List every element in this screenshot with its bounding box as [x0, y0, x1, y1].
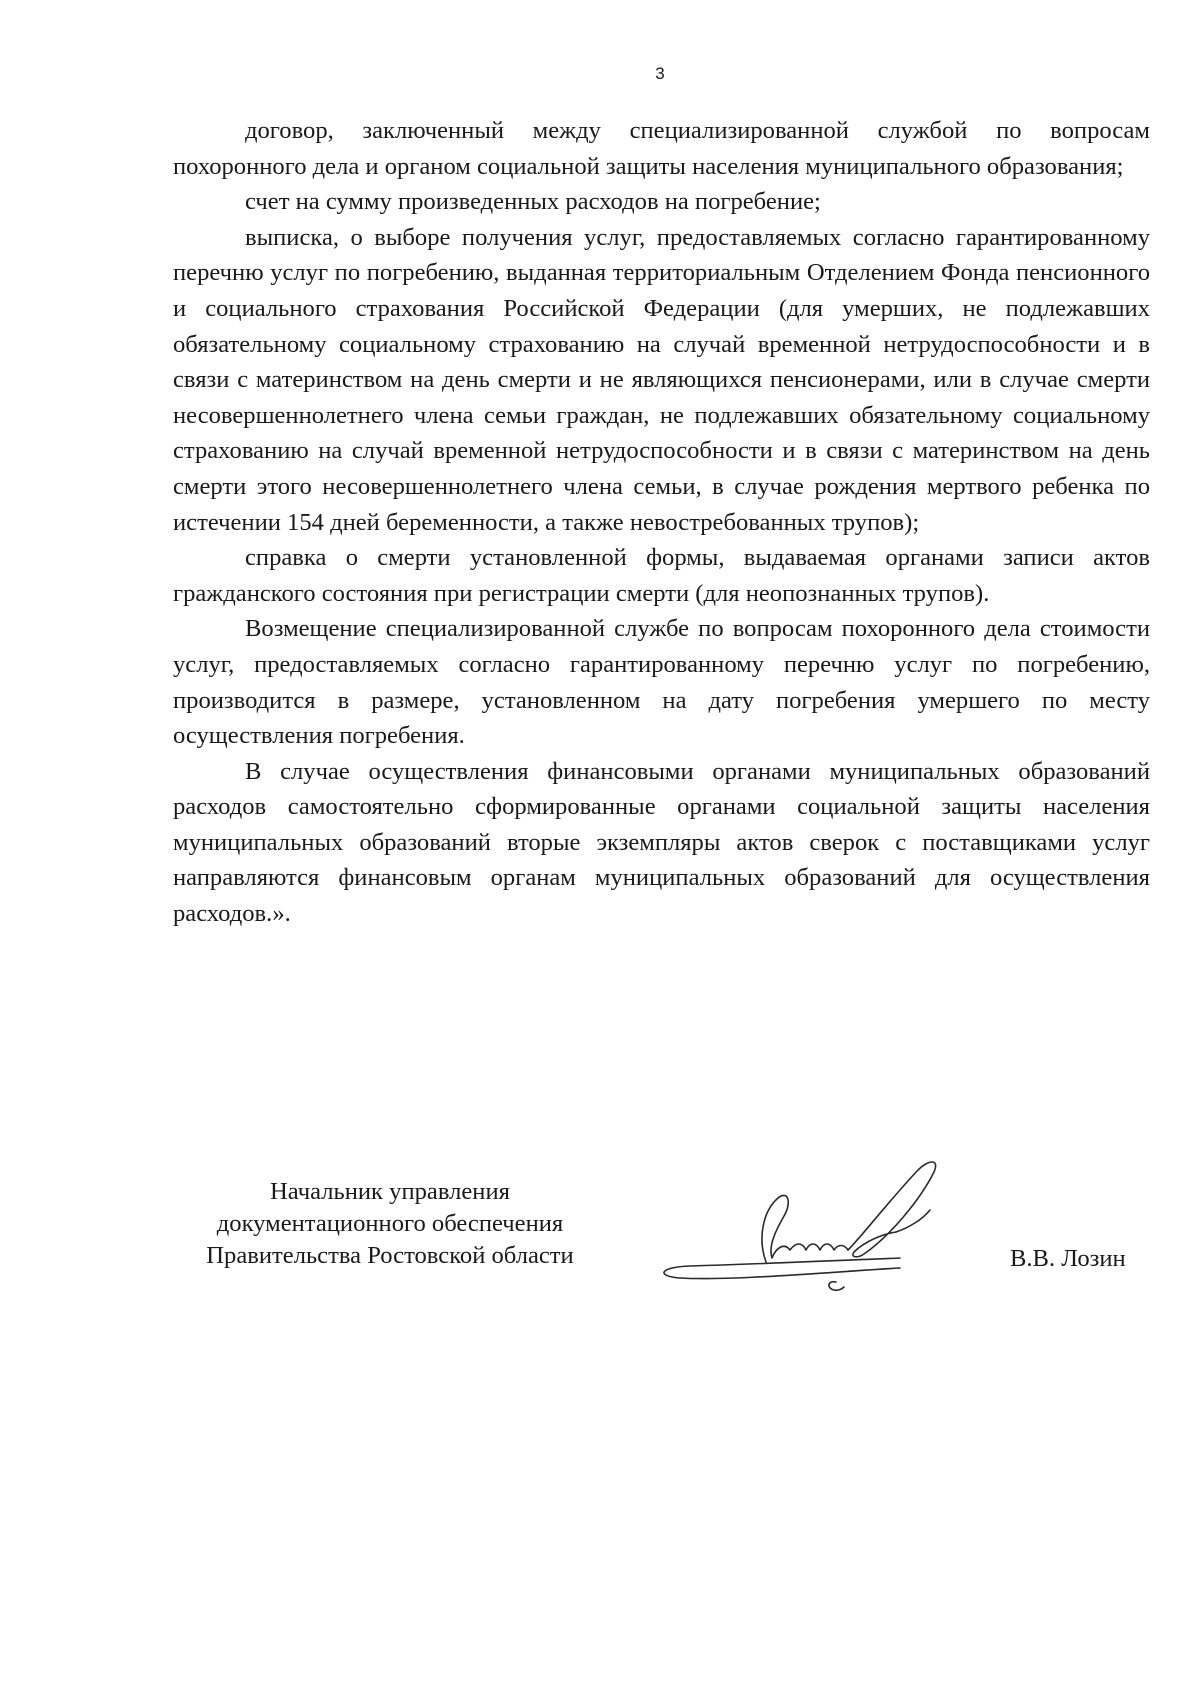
paragraph: В случае осуществления финансовыми органами муниципальных образований расходов самостоятельно сформированные органами социальной защиты населения муниципальных образований вторые экземпляры актов сверок с поставщиками услуг направляются финансовым органам муниципальных образований для осуществления расходов.». — [173, 757, 1150, 928]
signatory-title-line: Начальник управления — [270, 1178, 510, 1205]
paragraph: справка о смерти установленной формы, выдаваемая органами записи актов гражданского состояния при регистрации смерти (для неопознанных трупов). — [173, 544, 1150, 607]
page-number: 3 — [655, 64, 665, 83]
signatory-title — [165, 1176, 615, 1272]
paragraph: счет на сумму произведенных расходов на погребение; — [245, 188, 821, 216]
signatory-title-line: документационного обеспечения — [216, 1210, 564, 1237]
paragraph: договор, заключенный между специализированной службой по вопросам похоронного дела и органом социальной защиты населения муниципального образования; — [173, 117, 1150, 180]
signatory-title-line: Правительства Ростовской области — [206, 1242, 574, 1269]
paragraph: выписка, о выборе получения услуг, предоставляемых согласно гарантированному перечню услуг по погребению, выданная территориальным Отделением Фонда пенсионного и социального страхования Российской Федерации (для умерших, не подлежавших обязательному социальному страхованию на случай временной нетрудоспособности и в связи с материнством на день смерти и не являющихся пенсионерами, или в случае смерти несовершеннолетнего члена семьи граждан, не подлежавших обязательному социальному страхованию на случай временной нетрудоспособности и в связи с материнством на день смерти этого несовершеннолетнего члена семьи, в случае рождения мертвого ребенка по истечении 154 дней беременности, а также невостребованных трупов); — [173, 223, 1150, 536]
signer-name: В.В. Лозин — [1010, 1245, 1126, 1272]
paragraph: Возмещение специализированной службе по вопросам похоронного дела стоимости услуг, предоставляемых согласно гарантированному перечню услуг по погребению, производится в размере, установленном на дату погребения умершего по месту осуществления погребения. — [173, 615, 1150, 750]
handwritten-signature — [650, 1150, 990, 1310]
body-text — [173, 113, 1150, 932]
